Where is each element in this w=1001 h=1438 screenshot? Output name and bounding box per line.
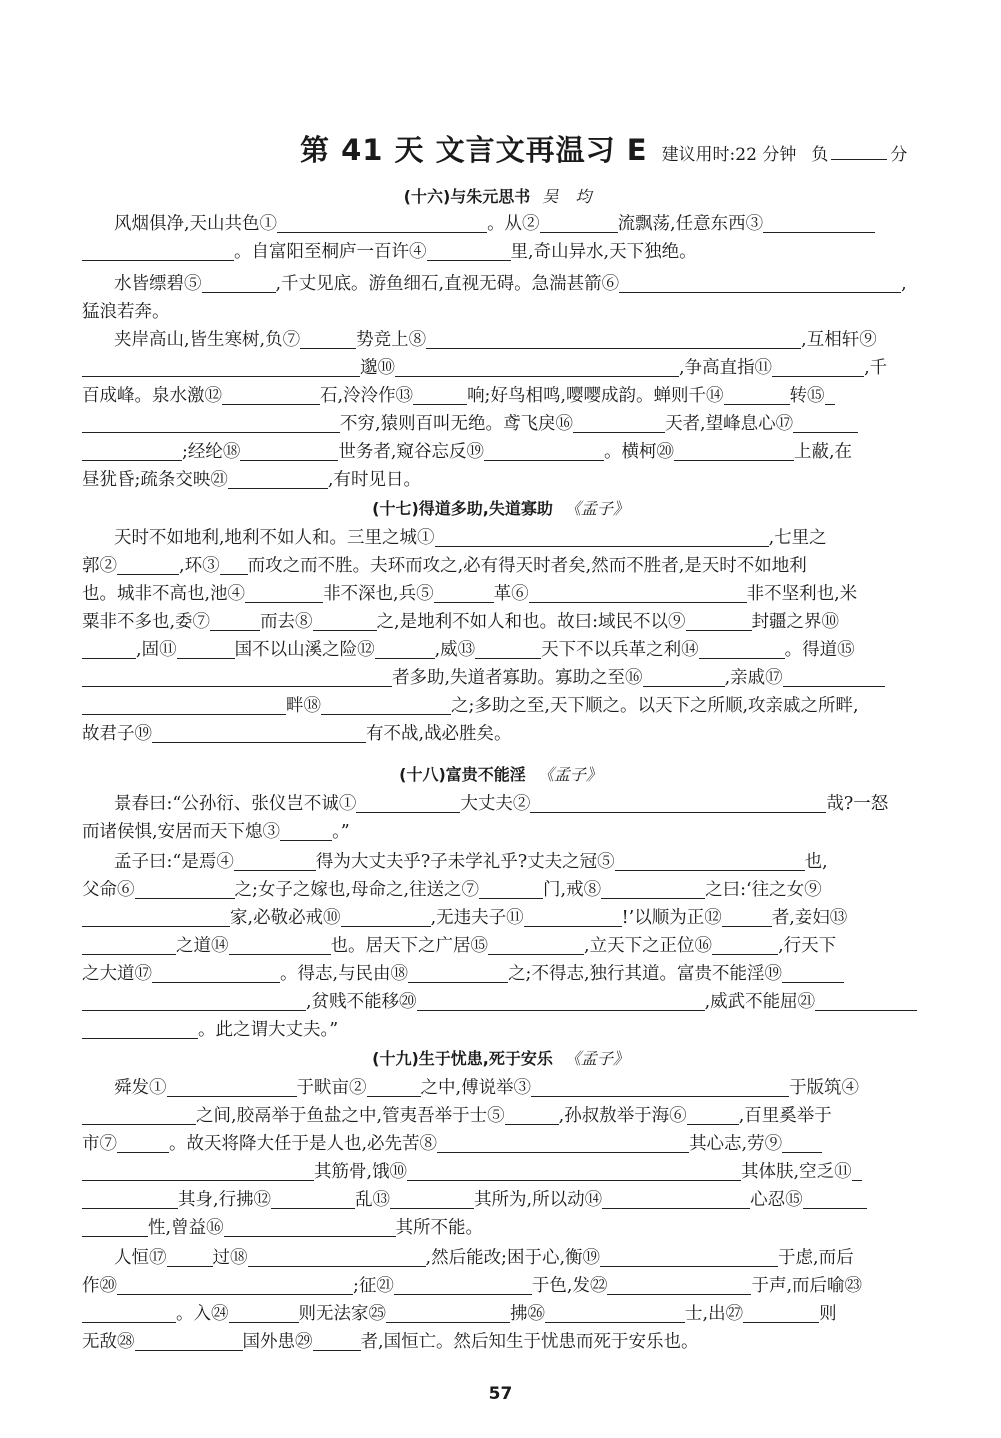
text-line: 夹岸高山,皆生寒树,负⑦ 势竞上⑧ ,互相轩⑨ [114, 330, 877, 350]
answer-blank[interactable] [395, 359, 679, 377]
text-line: 无敌㉘ 国外患㉙ 者,国恒亡。然后知生于忧患而死于安乐也。 [82, 1332, 699, 1352]
answer-blank[interactable] [82, 1107, 196, 1125]
answer-blank[interactable] [271, 1191, 355, 1209]
answer-blank[interactable] [793, 415, 858, 433]
answer-blank[interactable] [772, 359, 864, 377]
text-line: 之大道⑰ 。得志,与民由⑱ 之;不得志,独行其道。富贵不能淫⑲ [82, 960, 844, 985]
answer-blank[interactable] [743, 1305, 819, 1323]
answer-blank[interactable] [852, 1163, 862, 1181]
text-line: 人恒⑰ 过⑱ ,然后能改;困于心,衡⑲ 于虑,而后 [114, 1248, 854, 1268]
text-line: 。此之谓大丈夫。” [82, 1016, 338, 1041]
text-line: 。自富阳至桐庐一百许④ 里,奇山异水,天下独绝。 [82, 238, 697, 263]
answer-blank[interactable] [82, 937, 176, 955]
text-line: 猛浪若奔。 [82, 302, 170, 322]
answer-blank[interactable] [602, 1191, 750, 1209]
answer-blank[interactable] [825, 387, 835, 405]
answer-blank[interactable] [321, 697, 451, 715]
text-line: 故君子⑲ 有不战,战必胜矣。 [82, 724, 512, 744]
section-heading: (十七)得道多助,失道寡助 《孟子》 [372, 499, 629, 518]
score-label: 负 [811, 145, 829, 165]
answer-blank[interactable] [484, 443, 604, 461]
score-blank[interactable] [831, 145, 887, 160]
answer-blank[interactable] [524, 909, 622, 927]
answer-blank[interactable] [674, 443, 794, 461]
answer-blank[interactable] [686, 613, 752, 631]
text-line: 。入㉔ 则无法家㉕ 拂㉖ 士,出㉗ 则 [82, 1300, 837, 1325]
text-line: 风烟俱净,天山共色① 。从② 流飘荡,任意东西③ [114, 210, 875, 235]
answer-blank[interactable] [82, 415, 340, 433]
text-line: 邈⑩ ,争高直指⑪ ,千 [82, 354, 887, 379]
text-line: ,贫贱不能移⑳ ,威武不能屈㉑ [82, 988, 917, 1013]
answer-blank[interactable] [229, 937, 331, 955]
answer-blank[interactable] [240, 443, 338, 461]
answer-blank[interactable] [803, 1191, 867, 1209]
answer-blank[interactable] [228, 471, 328, 489]
answer-blank[interactable] [601, 881, 705, 899]
answer-blank[interactable] [177, 641, 235, 659]
answer-blank[interactable] [117, 557, 179, 575]
answer-blank[interactable] [390, 1191, 474, 1209]
answer-blank[interactable] [530, 795, 826, 813]
answer-blank[interactable] [607, 1277, 751, 1295]
text-line: 郭② ,环③ 而攻之而不胜。夫环而攻之,必有得天时者矣,然而不胜者,是天时不如地利 [82, 556, 807, 576]
answer-blank[interactable] [545, 1305, 685, 1323]
text-line: ;经纶⑱ 世务者,窥谷忘反⑲ 。横柯⑳ 上蔽,在 [82, 438, 852, 463]
answer-blank[interactable] [434, 585, 494, 603]
answer-blank[interactable] [722, 909, 772, 927]
answer-blank[interactable] [417, 993, 705, 1011]
answer-blank[interactable] [394, 1277, 532, 1295]
answer-blank[interactable] [724, 387, 790, 405]
text-line: ,固⑪ 国不以山溪之险⑫ ,威⑬ 天下不以兵革之利⑭ 。得道⑮ [82, 636, 855, 661]
text-line: 其筋骨,饿⑩ 其体肤,空乏⑪ [82, 1158, 862, 1183]
text-line: 天时不如地利,地利不如人和。三里之城① ,七里之 [114, 528, 827, 548]
text-line: 之道⑭ 也。居天下之广居⑮ ,立天下之正位⑯ ,行天下 [82, 932, 836, 957]
text-line: 孟子曰:“是焉④ 得为大丈夫乎?子未学礼乎?丈夫之冠⑤ 也, [114, 852, 828, 872]
answer-blank[interactable] [248, 1249, 426, 1267]
text-line: 父命⑥ 之;女子之嫁也,母命之,往送之⑦ 门,戒⑧ 之曰:‘往之女⑨ [82, 880, 822, 900]
answer-blank[interactable] [435, 529, 769, 547]
answer-blank[interactable] [229, 1305, 299, 1323]
answer-blank[interactable] [117, 1135, 169, 1153]
answer-blank[interactable] [413, 387, 467, 405]
text-line: 不穷,猿则百叫无绝。鸢飞戾⑯ 天者,望峰息心⑰ [82, 410, 858, 435]
page-number: 57 [488, 1384, 513, 1404]
section-heading: (十八)富贵不能淫 《孟子》 [399, 765, 602, 784]
answer-blank[interactable] [815, 993, 917, 1011]
answer-blank[interactable] [82, 243, 234, 261]
answer-blank[interactable] [152, 965, 280, 983]
text-line: 其身,行拂⑫ 乱⑬ 其所为,所以动⑭ 心忍⑮ [82, 1186, 867, 1211]
text-line: 水皆缥碧⑤ ,千丈见底。游鱼细石,直视无碍。急湍甚箭⑥ , [114, 274, 907, 294]
text-line: 景春曰:“公孙衍、张仪岂不诚① 大丈夫② 哉?一怒 [114, 794, 889, 814]
answer-blank[interactable] [82, 1163, 314, 1181]
section-heading: (十六)与朱元思书 吴 均 [403, 187, 598, 206]
answer-blank[interactable] [82, 993, 306, 1011]
answer-blank[interactable] [782, 1135, 822, 1153]
text-line: 者多助,失道者寡助。寡助之至⑯ ,亲戚⑰ [82, 664, 885, 689]
answer-blank[interactable] [82, 443, 182, 461]
answer-blank[interactable] [712, 937, 778, 955]
answer-blank[interactable] [152, 725, 366, 743]
answer-blank[interactable] [573, 415, 665, 433]
answer-blank[interactable] [167, 1079, 297, 1097]
answer-blank[interactable] [475, 641, 541, 659]
answer-blank[interactable] [82, 697, 286, 715]
text-line: 之间,胶鬲举于鱼盐之中,管夷吾举于士⑤ ,孙叔敖举于海⑥ ,百里奚举于 [82, 1102, 832, 1127]
answer-blank[interactable] [479, 881, 543, 899]
answer-blank[interactable] [135, 881, 235, 899]
text-line: 畔⑱ 之;多助之至,天下顺之。以天下之所顺,攻亲戚之所畔, [82, 692, 859, 717]
answer-blank[interactable] [82, 909, 230, 927]
text-line: 昼犹昏;疏条交映㉑ ,有时见日。 [82, 470, 421, 490]
text-line: 粟非不多也,委⑦ 而去⑧ 之,是地利不如人和也。故曰:域民不以⑨ 封疆之界⑩ [82, 612, 840, 632]
answer-blank[interactable] [82, 359, 360, 377]
answer-blank[interactable] [277, 215, 487, 233]
answer-blank[interactable] [375, 641, 435, 659]
answer-blank[interactable] [234, 853, 316, 871]
answer-blank[interactable] [763, 215, 875, 233]
title-main: 第 41 天 文言文再温习 E [300, 133, 648, 167]
answer-blank[interactable] [386, 1305, 510, 1323]
answer-blank[interactable] [687, 1107, 739, 1125]
answer-blank[interactable] [167, 1249, 213, 1267]
answer-blank[interactable] [82, 1021, 198, 1039]
answer-blank[interactable] [619, 275, 901, 293]
answer-blank[interactable] [531, 1079, 789, 1097]
answer-blank[interactable] [488, 937, 584, 955]
answer-blank[interactable] [426, 331, 801, 349]
score-unit: 分 [890, 145, 908, 165]
answer-blank[interactable] [782, 965, 844, 983]
text-line: 舜发① 于畎亩② 之中,傅说举③ 于版筑④ [114, 1078, 860, 1098]
suggested-time: 建议用时:22 分钟 [661, 145, 797, 165]
answer-blank[interactable] [222, 387, 320, 405]
page-title [300, 128, 907, 169]
text-line: 家,必敬必戒⑩ ,无违夫子⑪ !’以顺为正⑫ 者,妾妇⑬ [82, 904, 847, 929]
answer-blank[interactable] [529, 585, 747, 603]
answer-blank[interactable] [313, 1333, 361, 1351]
answer-blank[interactable] [117, 1277, 353, 1295]
answer-blank[interactable] [82, 1191, 178, 1209]
answer-blank[interactable] [783, 669, 885, 687]
answer-blank[interactable] [280, 823, 332, 841]
answer-blank[interactable] [600, 1249, 778, 1267]
answer-blank[interactable] [643, 669, 725, 687]
text-line: 而诸侯惧,安居而天下熄③ 。” [82, 822, 350, 842]
text-line: 作⑳ ;征㉑ 于色,发㉒ 于声,而后喻㉓ [82, 1276, 863, 1296]
answer-blank[interactable] [408, 965, 508, 983]
answer-blank[interactable] [341, 909, 431, 927]
answer-blank[interactable] [313, 613, 377, 631]
answer-blank[interactable] [505, 1107, 559, 1125]
answer-blank[interactable] [135, 1333, 243, 1351]
answer-blank[interactable] [210, 613, 260, 631]
answer-blank[interactable] [356, 795, 460, 813]
text-line: 性,曾益⑯ 其所不能。 [82, 1214, 483, 1239]
text-line: 市⑦ 。故天将降大任于是人也,必先苦⑧ 其心志,劳⑨ [82, 1130, 822, 1155]
answer-blank[interactable] [540, 215, 618, 233]
answer-blank[interactable] [245, 585, 323, 603]
answer-blank[interactable] [699, 641, 785, 659]
answer-blank[interactable] [427, 243, 511, 261]
answer-blank[interactable] [82, 1305, 176, 1323]
answer-blank[interactable] [82, 1219, 148, 1237]
answer-blank[interactable] [82, 641, 136, 659]
answer-blank[interactable] [82, 669, 392, 687]
answer-blank[interactable] [202, 275, 276, 293]
answer-blank[interactable] [615, 853, 805, 871]
answer-blank[interactable] [367, 1079, 421, 1097]
text-line: 也。城非不高也,池④ 非不深也,兵⑤ 革⑥ 非不坚利也,米 [82, 584, 858, 604]
answer-blank[interactable] [300, 331, 356, 349]
answer-blank[interactable] [224, 1219, 396, 1237]
section-heading: (十九)生于忧患,死于安乐 《孟子》 [372, 1049, 629, 1068]
answer-blank[interactable] [220, 557, 248, 575]
answer-blank[interactable] [407, 1163, 741, 1181]
text-line: 百成峰。泉水激⑫ 石,泠泠作⑬ 响;好鸟相鸣,嘤嘤成韵。蝉则千⑭ 转⑮ [82, 382, 835, 407]
answer-blank[interactable] [437, 1135, 689, 1153]
